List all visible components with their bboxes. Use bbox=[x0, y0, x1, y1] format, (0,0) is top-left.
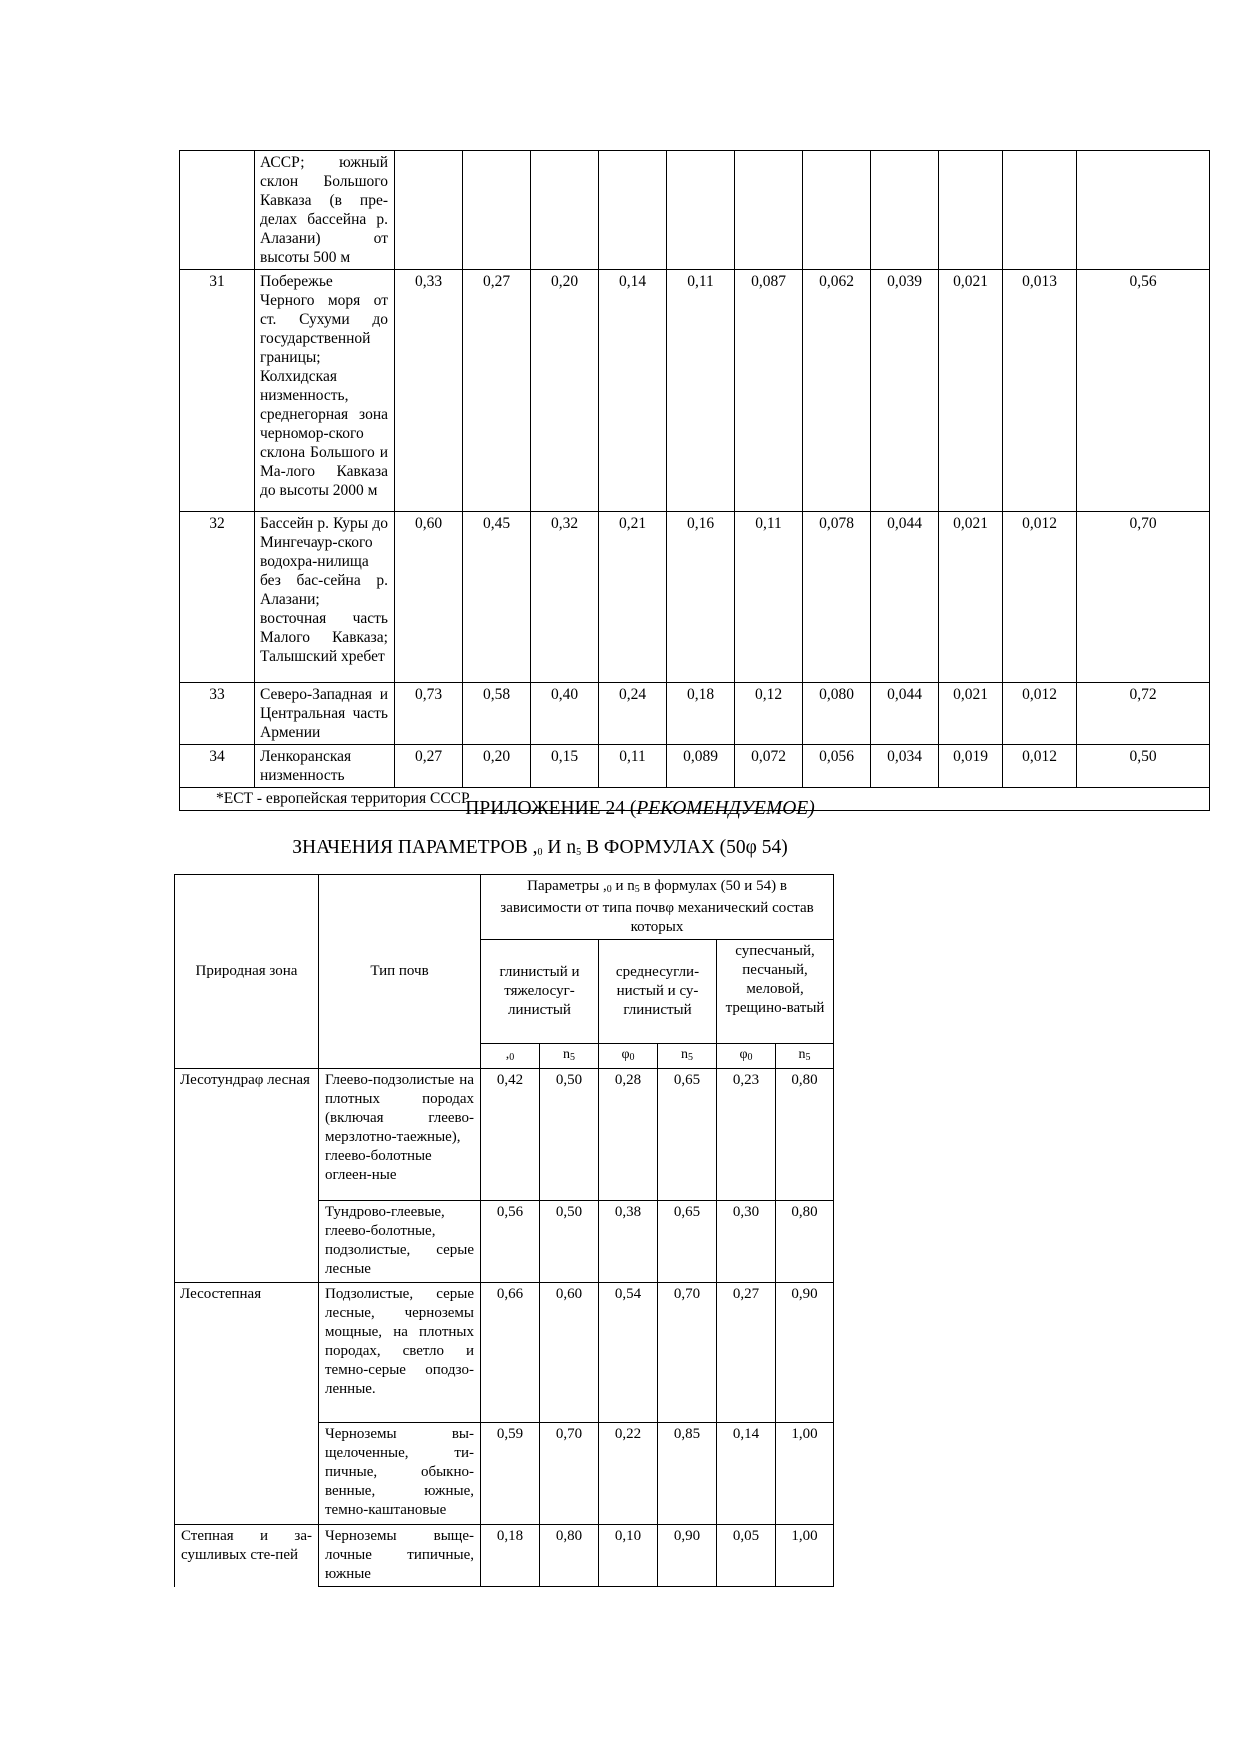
value-cell: 0,12 bbox=[735, 683, 803, 745]
zone-cell: Лесотундраφ лесная bbox=[175, 1069, 319, 1283]
params-header-part: и n bbox=[611, 878, 635, 894]
value-cell bbox=[1003, 151, 1077, 270]
subtitle-part: В ФОРМУЛАХ (50φ 54) bbox=[581, 837, 788, 858]
param-index: 5 bbox=[688, 1052, 693, 1063]
value-cell: 0,019 bbox=[939, 745, 1003, 788]
value-cell: 0,14 bbox=[717, 1423, 776, 1525]
params-header bbox=[481, 875, 834, 940]
value-cell bbox=[939, 151, 1003, 270]
value-cell: 0,50 bbox=[1077, 745, 1210, 788]
subtitle-subscript: 0 bbox=[537, 847, 543, 858]
value-cell: 0,012 bbox=[1003, 745, 1077, 788]
footnote: *ЕСТ - европейская территория СССР bbox=[180, 788, 1210, 811]
value-cell: 0,062 bbox=[803, 270, 871, 512]
subtitle-part: ЗНАЧЕНИЯ ПАРАМЕТРОВ , bbox=[292, 837, 538, 858]
value-cell: 0,05 bbox=[717, 1525, 776, 1587]
value-cell: 0,072 bbox=[735, 745, 803, 788]
value-cell: 0,42 bbox=[481, 1069, 540, 1201]
soil-group-header: среднесугли-нистый и су-глинистый bbox=[599, 940, 717, 1044]
value-cell bbox=[531, 151, 599, 270]
subtitle-subscript: 5 bbox=[576, 847, 582, 858]
zone-cell: Степная и за-сушливых сте-пей bbox=[175, 1525, 319, 1587]
value-cell bbox=[803, 151, 871, 270]
params-header-subscript: 0 bbox=[606, 884, 612, 895]
soil-group-header: глинистый и тяжелосуг-линистый bbox=[481, 940, 599, 1044]
value-cell: 0,044 bbox=[871, 512, 939, 683]
value-cell: 0,56 bbox=[1077, 270, 1210, 512]
table-row bbox=[175, 1525, 834, 1587]
value-cell: 0,013 bbox=[1003, 270, 1077, 512]
value-cell: 0,039 bbox=[871, 270, 939, 512]
value-cell: 0,22 bbox=[599, 1423, 658, 1525]
value-cell: 0,50 bbox=[540, 1069, 599, 1201]
value-cell: 0,034 bbox=[871, 745, 939, 788]
value-cell: 0,80 bbox=[776, 1069, 834, 1201]
table-row bbox=[180, 745, 1210, 788]
value-cell: 0,80 bbox=[776, 1201, 834, 1283]
value-cell: 0,044 bbox=[871, 683, 939, 745]
param-symbol-header bbox=[540, 1044, 599, 1069]
value-cell bbox=[395, 151, 463, 270]
value-cell bbox=[871, 151, 939, 270]
param-symbol-header bbox=[717, 1044, 776, 1069]
value-cell: 0,27 bbox=[463, 270, 531, 512]
params-header-part: Параметры , bbox=[527, 878, 607, 894]
value-cell: 0,27 bbox=[717, 1283, 776, 1423]
value-cell bbox=[599, 151, 667, 270]
value-cell: 1,00 bbox=[776, 1423, 834, 1525]
row-number: 31 bbox=[180, 270, 255, 512]
value-cell: 0,73 bbox=[395, 683, 463, 745]
param-symbol: φ bbox=[621, 1047, 630, 1062]
value-cell: 0,15 bbox=[531, 745, 599, 788]
value-cell: 0,40 bbox=[531, 683, 599, 745]
value-cell: 0,70 bbox=[540, 1423, 599, 1525]
param-symbol-header bbox=[599, 1044, 658, 1069]
value-cell: 0,90 bbox=[658, 1525, 717, 1587]
region-cell: АССР; южный склон Большого Кавказа (в пре-делах бассейна р. Алазани) от высоты 500 м bbox=[255, 151, 395, 270]
regional-parameters-table bbox=[179, 150, 1210, 811]
appendix-title-italic: РЕКОМЕНДУЕМОЕ) bbox=[636, 798, 815, 819]
value-cell: 0,32 bbox=[531, 512, 599, 683]
value-cell: 0,087 bbox=[735, 270, 803, 512]
soil-group-header: супесчаный, песчаный, меловой, трещино-ватый bbox=[717, 940, 834, 1044]
value-cell: 0,11 bbox=[667, 270, 735, 512]
soil-cell: Подзолистые, серые лесные, черноземы мощные, на плотных породах, светло и темно-серые оподзо-ленные. bbox=[319, 1283, 481, 1423]
value-cell bbox=[463, 151, 531, 270]
row-number bbox=[180, 151, 255, 270]
param-symbol-header bbox=[776, 1044, 834, 1069]
param-symbol: φ bbox=[739, 1047, 748, 1062]
value-cell: 0,021 bbox=[939, 683, 1003, 745]
value-cell bbox=[667, 151, 735, 270]
zone-cell: Лесостепная bbox=[175, 1283, 319, 1525]
table-row bbox=[180, 512, 1210, 683]
value-cell: 0,021 bbox=[939, 270, 1003, 512]
row-number: 34 bbox=[180, 745, 255, 788]
value-cell: 0,56 bbox=[481, 1201, 540, 1283]
param-symbol: n bbox=[798, 1047, 806, 1062]
region-cell: Ленкоранская низменность bbox=[255, 745, 395, 788]
param-index: 5 bbox=[570, 1052, 575, 1063]
value-cell: 0,078 bbox=[803, 512, 871, 683]
param-index: 5 bbox=[805, 1052, 811, 1063]
value-cell: 0,11 bbox=[599, 745, 667, 788]
value-cell: 0,58 bbox=[463, 683, 531, 745]
row-number: 32 bbox=[180, 512, 255, 683]
row-number: 33 bbox=[180, 683, 255, 745]
table-row bbox=[175, 1283, 834, 1423]
value-cell: 0,089 bbox=[667, 745, 735, 788]
value-cell: 0,30 bbox=[717, 1201, 776, 1283]
value-cell: 0,18 bbox=[481, 1525, 540, 1587]
value-cell: 0,012 bbox=[1003, 512, 1077, 683]
value-cell: 0,20 bbox=[531, 270, 599, 512]
subtitle-part: И n bbox=[542, 837, 577, 858]
value-cell: 0,54 bbox=[599, 1283, 658, 1423]
header-row bbox=[175, 875, 834, 940]
value-cell: 0,021 bbox=[939, 512, 1003, 683]
param-symbol: n bbox=[563, 1047, 570, 1062]
value-cell bbox=[735, 151, 803, 270]
value-cell: 0,33 bbox=[395, 270, 463, 512]
value-cell: 0,80 bbox=[540, 1525, 599, 1587]
value-cell: 0,65 bbox=[658, 1069, 717, 1201]
value-cell: 1,00 bbox=[776, 1525, 834, 1587]
table-row bbox=[180, 151, 1210, 270]
param-symbol-header bbox=[481, 1044, 540, 1069]
value-cell: 0,11 bbox=[735, 512, 803, 683]
value-cell: 0,20 bbox=[463, 745, 531, 788]
value-cell: 0,012 bbox=[1003, 683, 1077, 745]
value-cell: 0,50 bbox=[540, 1201, 599, 1283]
params-header-subscript: 5 bbox=[634, 884, 640, 895]
value-cell: 0,60 bbox=[540, 1283, 599, 1423]
value-cell: 0,70 bbox=[1077, 512, 1210, 683]
value-cell bbox=[1077, 151, 1210, 270]
appendix-subtitle bbox=[200, 837, 880, 859]
value-cell: 0,23 bbox=[717, 1069, 776, 1201]
param-symbol: , bbox=[505, 1047, 510, 1062]
value-cell: 0,45 bbox=[463, 512, 531, 683]
soil-header: Тип почв bbox=[319, 875, 481, 1069]
value-cell: 0,72 bbox=[1077, 683, 1210, 745]
param-index: 0 bbox=[509, 1052, 515, 1063]
value-cell: 0,10 bbox=[599, 1525, 658, 1587]
table-row bbox=[175, 1069, 834, 1201]
value-cell: 0,38 bbox=[599, 1201, 658, 1283]
region-cell: Побережье Черного моря от ст. Сухуми до государственной границы; Колхидская низменность, среднегорная зона черномор-ского склона Большого и Ма-лого Кавказа до высоты 2000 м bbox=[255, 270, 395, 512]
value-cell: 0,056 bbox=[803, 745, 871, 788]
table-row bbox=[180, 270, 1210, 512]
zone-header: Природная зона bbox=[175, 875, 319, 1069]
appendix-title bbox=[400, 798, 880, 820]
value-cell: 0,60 bbox=[395, 512, 463, 683]
soil-cell: Черноземы выще-лочные типичные, южные bbox=[319, 1525, 481, 1587]
params-header-part: в формулах (50 и 54) в зависимости от типа почвφ механический состав которых bbox=[500, 878, 814, 935]
value-cell: 0,080 bbox=[803, 683, 871, 745]
soil-cell: Черноземы вы-щелоченные, ти-пичные, обыкно-венные, южные, темно-каштановые bbox=[319, 1423, 481, 1525]
value-cell: 0,59 bbox=[481, 1423, 540, 1525]
value-cell: 0,28 bbox=[599, 1069, 658, 1201]
value-cell: 0,18 bbox=[667, 683, 735, 745]
value-cell: 0,65 bbox=[658, 1201, 717, 1283]
value-cell: 0,24 bbox=[599, 683, 667, 745]
value-cell: 0,27 bbox=[395, 745, 463, 788]
value-cell: 0,66 bbox=[481, 1283, 540, 1423]
value-cell: 0,70 bbox=[658, 1283, 717, 1423]
value-cell: 0,90 bbox=[776, 1283, 834, 1423]
param-index: 0 bbox=[629, 1052, 635, 1063]
soil-cell: Глеево-подзолистые на плотных породах (включая глеево-мерзлотно-таежные), глеево-болотные оглеен-ные bbox=[319, 1069, 481, 1201]
value-cell: 0,16 bbox=[667, 512, 735, 683]
region-cell: Северо-Западная и Центральная часть Армении bbox=[255, 683, 395, 745]
value-cell: 0,85 bbox=[658, 1423, 717, 1525]
param-symbol: n bbox=[681, 1047, 688, 1062]
value-cell: 0,21 bbox=[599, 512, 667, 683]
region-cell: Бассейн р. Куры до Мингечаур-ского водохра-нилища без бас-сейна р. Алазани; восточная часть Малого Кавказа; Талышский хребет bbox=[255, 512, 395, 683]
param-symbol-header bbox=[658, 1044, 717, 1069]
appendix-title-main: ПРИЛОЖЕНИЕ 24 ( bbox=[465, 798, 637, 819]
value-cell: 0,14 bbox=[599, 270, 667, 512]
soil-parameters-table bbox=[174, 874, 834, 1587]
table-row bbox=[180, 683, 1210, 745]
soil-cell: Тундрово-глеевые, глеево-болотные, подзолистые, серые лесные bbox=[319, 1201, 481, 1283]
param-index: 0 bbox=[747, 1052, 753, 1063]
